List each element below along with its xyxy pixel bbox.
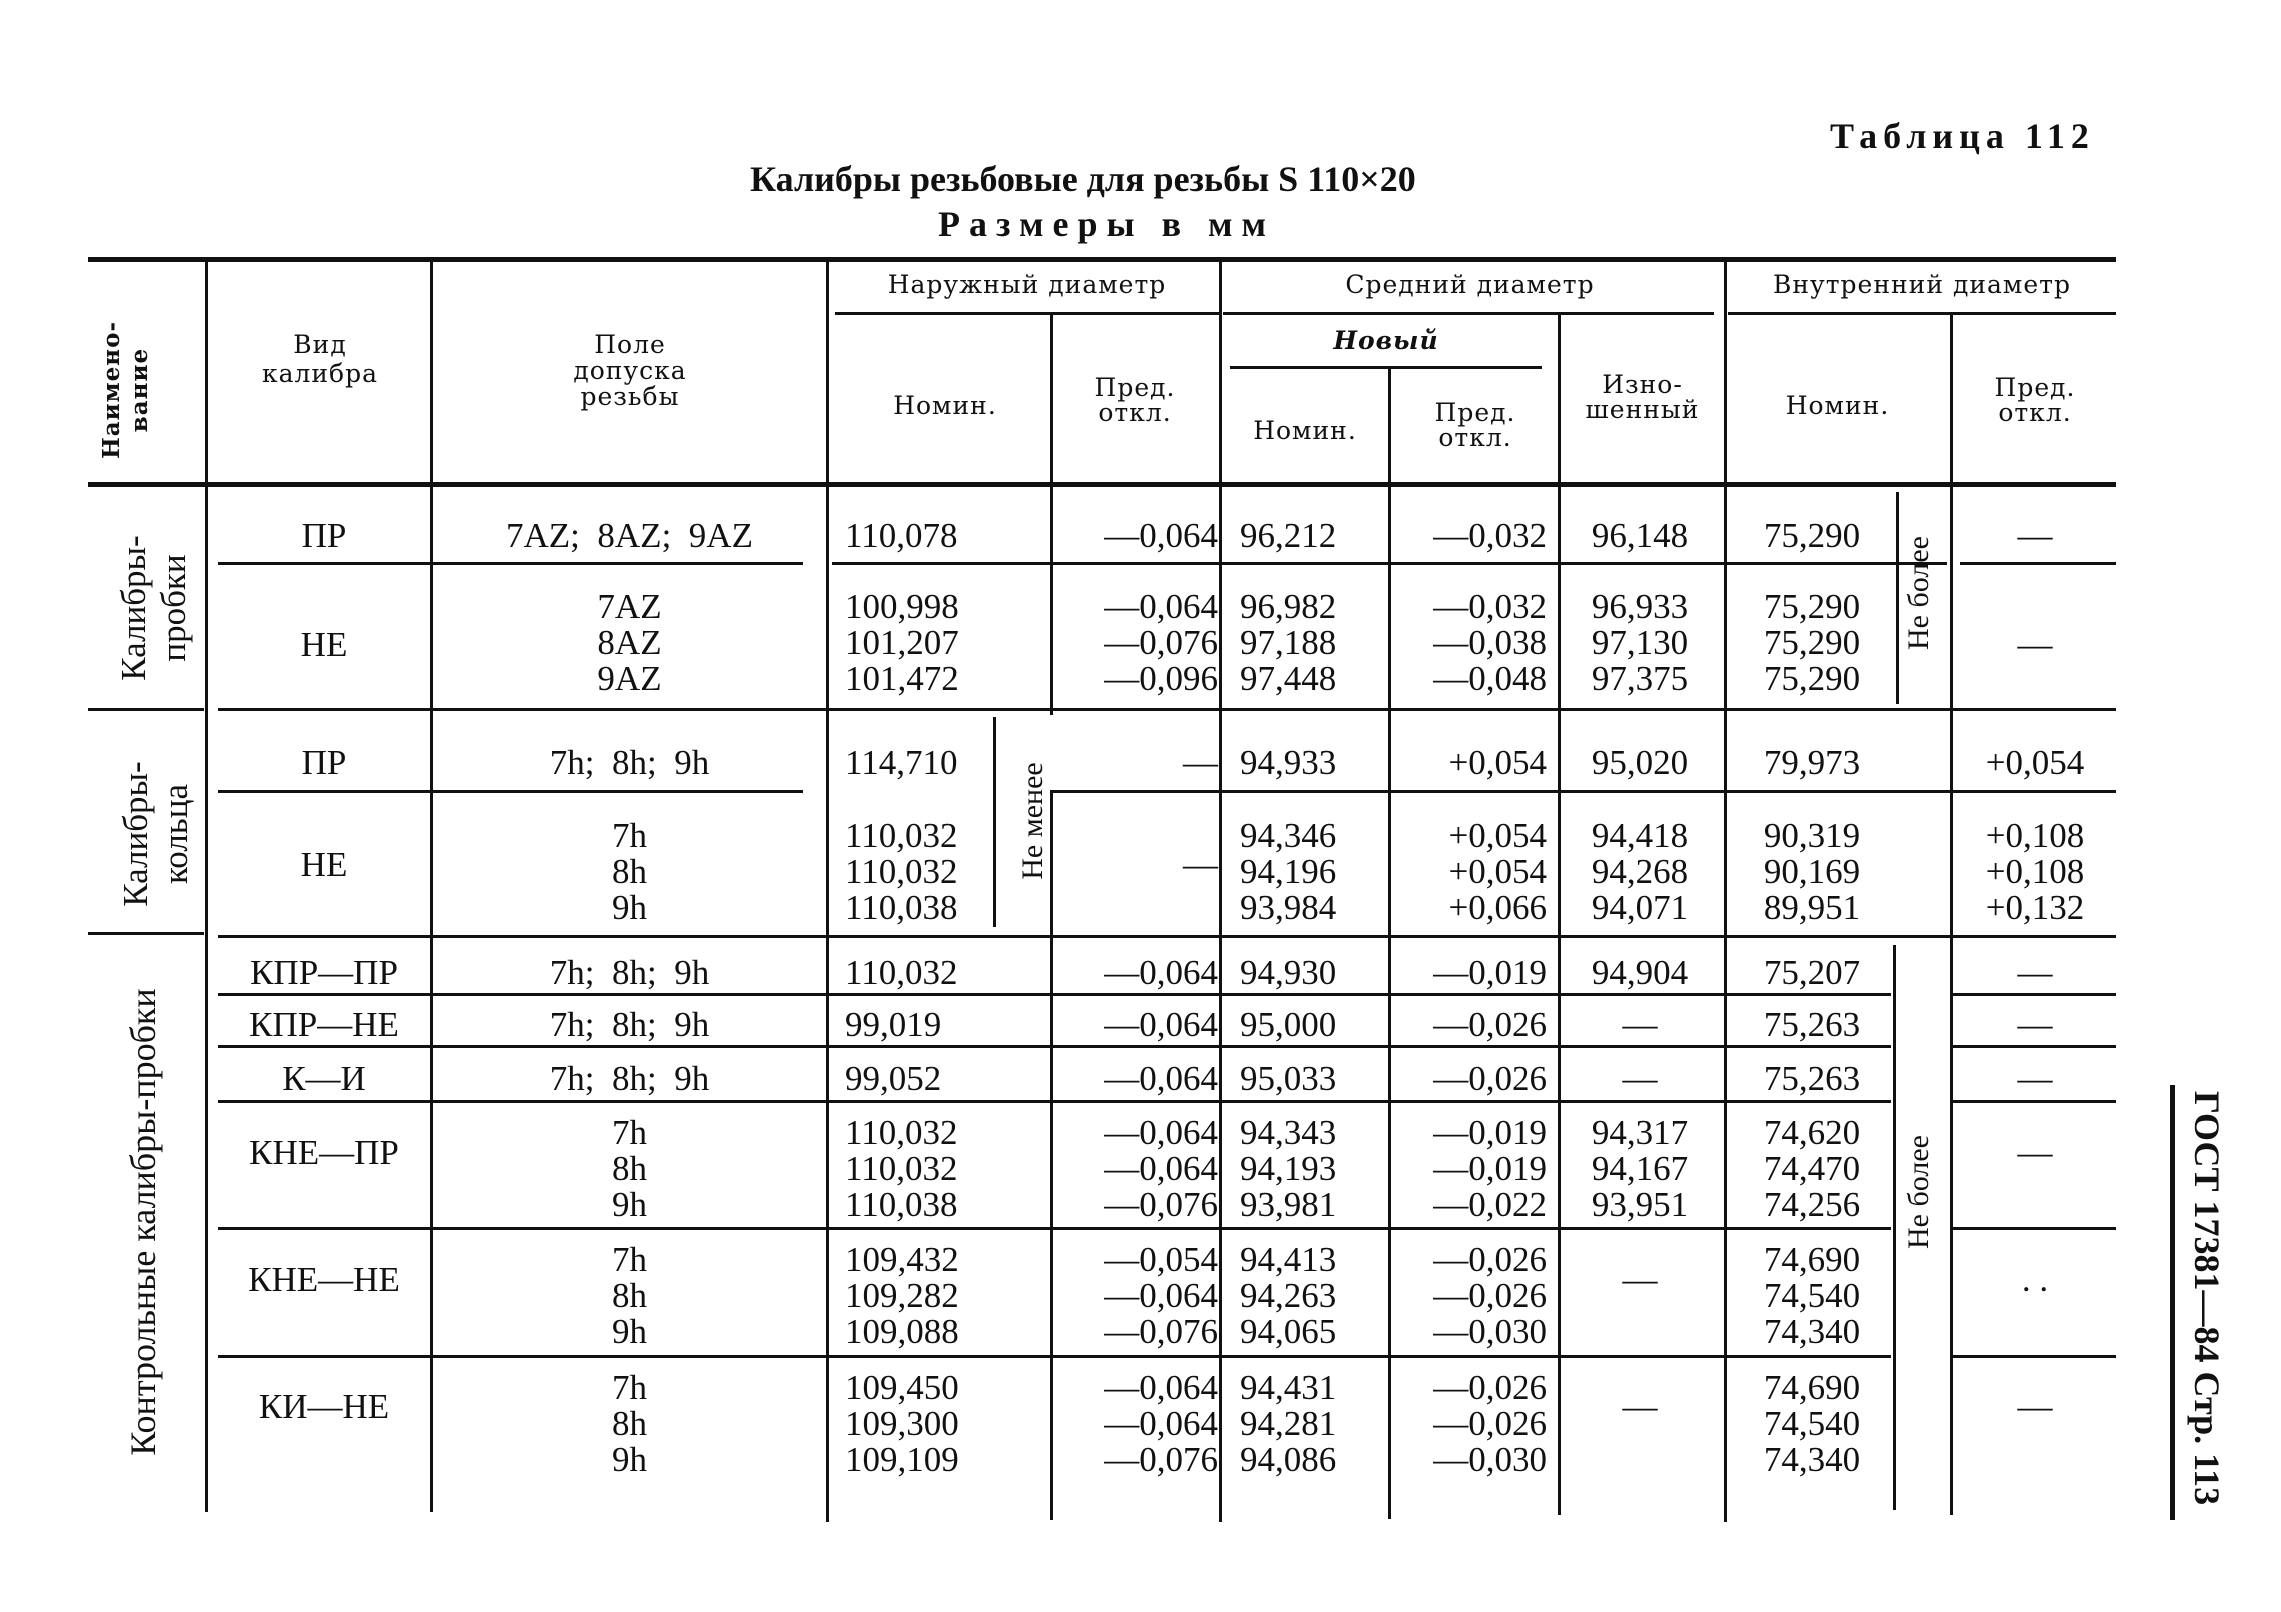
cell-outer-dev: —0,064 <box>1104 953 1218 992</box>
margin-rule <box>2170 1085 2175 1520</box>
cell-outer-dev: —0,064 <box>1104 516 1218 555</box>
rule <box>1950 1227 2116 1230</box>
cell-mid-dev: +0,054 +0,054 +0,066 <box>1448 816 1547 927</box>
note-ne-bolee-2: Не более <box>1902 1135 1935 1249</box>
cell-outer-nom: 100,998 101,207 101,472 <box>845 587 959 698</box>
cell-inner-nom: 74,690 74,540 74,340 <box>1763 1368 1861 1479</box>
cell-tol: 7h; 8h; 9h <box>549 1005 710 1044</box>
cell-type: КНЕ—ПР <box>249 1133 399 1172</box>
header-bottom-rule <box>88 482 2116 487</box>
table-title: Калибры резьбовые для резьбы S 110×20 <box>750 159 1416 199</box>
table-label: Таблица 112 <box>1830 116 2095 156</box>
cell-tol: 7h; 8h; 9h <box>549 743 710 782</box>
cell-outer-nom: 110,032 110,032 110,038 <box>845 816 958 927</box>
cell-mid-nom: 94,346 94,196 93,984 <box>1240 816 1337 927</box>
cell-outer-nom: 109,450 109,300 109,109 <box>845 1368 959 1479</box>
cell-inner-dev: . . <box>2021 1260 2049 1299</box>
cell-inner-dev: — <box>2017 1005 2053 1044</box>
header-inner-nom: Номин. <box>1785 391 1890 420</box>
cell-outer-nom: 109,432 109,282 109,088 <box>845 1240 959 1351</box>
cell-tol: 7AZ; 8AZ; 9AZ <box>506 516 753 555</box>
cell-type: НЕ <box>300 845 348 884</box>
cell-tol: 7h 8h 9h <box>612 1368 647 1479</box>
cell-type: КНЕ—НЕ <box>248 1260 400 1299</box>
cell-mid-dev: —0,026 <box>1433 1059 1547 1098</box>
cell-tol: 7AZ 8AZ 9AZ <box>597 587 662 698</box>
cell-mid-nom: 94,933 <box>1240 743 1337 782</box>
cell-worn: — <box>1622 1260 1658 1299</box>
rule <box>218 1355 1891 1358</box>
col-divider <box>1950 315 1953 1515</box>
rule <box>218 935 2116 938</box>
rule <box>1950 1100 2116 1103</box>
units-caption: Размеры в мм <box>938 204 1276 244</box>
rule <box>218 790 803 793</box>
rule <box>1950 1045 2116 1048</box>
header-outer: Наружный диаметр <box>887 270 1167 299</box>
rule <box>218 1227 1891 1230</box>
cell-inner-nom: 75,290 75,290 75,290 <box>1763 587 1861 698</box>
cell-type: К—И <box>282 1059 366 1098</box>
header-mid: Средний диаметр <box>1345 270 1595 299</box>
note-ne-menee: Не менее <box>1016 762 1049 880</box>
cell-mid-dev: +0,054 <box>1448 743 1547 782</box>
cell-worn: — <box>1622 1005 1658 1044</box>
cell-mid-dev: —0,019 —0,019 —0,022 <box>1433 1113 1547 1224</box>
rule <box>218 1045 1891 1048</box>
cell-inner-nom: 75,207 <box>1763 953 1861 992</box>
cell-mid-dev: —0,026 —0,026 —0,030 <box>1433 1240 1547 1351</box>
cell-inner-dev: — <box>2017 953 2053 992</box>
cell-type: КПР—ПР <box>250 953 398 992</box>
cell-outer-dev: — <box>1183 845 1218 884</box>
col-divider <box>826 262 829 1522</box>
cell-outer-dev: —0,064 <box>1104 1005 1218 1044</box>
rule <box>1223 312 1714 315</box>
cell-type: КИ—НЕ <box>258 1387 390 1426</box>
cell-outer-nom: 114,710 <box>845 743 958 782</box>
cell-mid-nom: 95,000 <box>1240 1005 1337 1044</box>
cell-inner-dev: +0,108 +0,108 +0,132 <box>1985 816 2085 927</box>
cell-type: ПР <box>301 743 347 782</box>
cell-outer-nom: 110,032 <box>845 953 958 992</box>
cell-worn: — <box>1622 1059 1658 1098</box>
cell-worn: 96,933 97,130 97,375 <box>1591 587 1689 698</box>
col-divider <box>1050 315 1053 715</box>
cell-worn: 94,317 94,167 93,951 <box>1591 1113 1689 1224</box>
cell-inner-nom: 79,973 <box>1763 743 1861 782</box>
cell-worn: 94,418 94,268 94,071 <box>1591 816 1689 927</box>
cell-mid-nom: 96,212 <box>1240 516 1337 555</box>
cell-mid-dev: —0,032 <box>1433 516 1547 555</box>
col-divider <box>1724 262 1727 1522</box>
rule <box>1950 1355 2116 1358</box>
cell-outer-dev: — <box>1183 743 1218 782</box>
cell-outer-dev: —0,064 <box>1104 1059 1218 1098</box>
header-inner-dev: Пред. откл. <box>1994 373 2076 427</box>
header-tolerance: Поле допуска резьбы <box>573 330 687 411</box>
header-inner: Внутренний диаметр <box>1772 270 2071 299</box>
cell-worn: 95,020 <box>1591 743 1689 782</box>
cell-inner-nom: 74,690 74,540 74,340 <box>1763 1240 1861 1351</box>
rule <box>835 312 1219 315</box>
cell-mid-nom: 94,930 <box>1240 953 1337 992</box>
cell-inner-dev: — <box>2017 1133 2053 1172</box>
cell-inner-dev: +0,054 <box>1985 743 2085 782</box>
cell-inner-nom: 90,319 90,169 89,951 <box>1763 816 1861 927</box>
cell-outer-nom: 110,078 <box>845 516 958 555</box>
cell-worn: 96,148 <box>1591 516 1689 555</box>
header-mid-new-nom: Номин. <box>1253 416 1357 445</box>
cell-outer-nom: 99,052 <box>845 1059 942 1098</box>
header-mid-new: Новый <box>1333 326 1439 355</box>
col-divider <box>1050 790 1053 1520</box>
col-divider <box>1219 262 1222 1522</box>
cell-inner-dev: — <box>2017 1387 2053 1426</box>
cell-outer-dev: —0,054 —0,064 —0,076 <box>1104 1240 1218 1351</box>
cell-worn: — <box>1622 1387 1658 1426</box>
cell-type: НЕ <box>300 625 348 664</box>
header-outer-nom: Номин. <box>893 391 997 420</box>
header-type: Вид калибра <box>261 330 379 388</box>
cell-outer-dev: —0,064 —0,076 —0,096 <box>1104 587 1218 698</box>
bracket-line <box>1893 945 1896 1510</box>
cell-inner-dev: — <box>2017 625 2053 664</box>
cell-outer-nom: 99,019 <box>845 1005 942 1044</box>
group-label-plugs: Калибры- пробки <box>114 535 193 681</box>
cell-mid-nom: 94,343 94,193 93,981 <box>1240 1113 1337 1224</box>
side-caption-text: ГОСТ 17381—84 Стр. 113 <box>2187 1091 2227 1506</box>
cell-type: ПР <box>301 516 347 555</box>
cell-type: КПР—НЕ <box>249 1005 399 1044</box>
bracket-line <box>993 717 996 927</box>
rule <box>1050 790 2116 793</box>
cell-inner-dev: — <box>2017 1059 2053 1098</box>
cell-inner-dev: — <box>2017 516 2053 555</box>
note-ne-bolee-1: Не более <box>1902 536 1935 650</box>
group-label-control: Контрольные калибры-пробки <box>123 988 163 1456</box>
cell-inner-nom: 75,290 <box>1763 516 1861 555</box>
cell-mid-dev: —0,026 —0,026 —0,030 <box>1433 1368 1547 1479</box>
cell-tol: 7h; 8h; 9h <box>549 1059 710 1098</box>
header-outer-dev: Пред. откл. <box>1094 373 1176 427</box>
bracket-line <box>1896 492 1899 704</box>
cell-outer-dev: —0,064 —0,064 —0,076 <box>1104 1368 1218 1479</box>
rule <box>218 993 1891 996</box>
cell-inner-nom: 74,620 74,470 74,256 <box>1763 1113 1861 1224</box>
rule <box>1960 562 2116 565</box>
cell-outer-dev: —0,064 —0,064 —0,076 <box>1104 1113 1218 1224</box>
cell-mid-nom: 96,982 97,188 97,448 <box>1240 587 1337 698</box>
cell-inner-nom: 75,263 <box>1763 1005 1861 1044</box>
cell-tol: 7h; 8h; 9h <box>549 953 710 992</box>
rule <box>1728 312 2116 315</box>
rule <box>218 1100 1891 1103</box>
cell-inner-nom: 75,263 <box>1763 1059 1861 1098</box>
cell-mid-nom: 94,431 94,281 94,086 <box>1240 1368 1337 1479</box>
cell-mid-nom: 94,413 94,263 94,065 <box>1240 1240 1337 1351</box>
header-mid-worn: Изно- шенный <box>1585 370 1700 424</box>
cell-mid-dev: —0,026 <box>1433 1005 1547 1044</box>
cell-tol: 7h 8h 9h <box>612 1113 647 1224</box>
cell-tol: 7h 8h 9h <box>612 1240 647 1351</box>
cell-mid-nom: 95,033 <box>1240 1059 1337 1098</box>
cell-mid-dev: —0,019 <box>1433 953 1547 992</box>
cell-tol: 7h 8h 9h <box>612 816 647 927</box>
rule <box>1950 993 2116 996</box>
rule <box>1230 366 1542 369</box>
table-top-rule <box>88 257 2116 262</box>
rule <box>218 562 803 565</box>
cell-mid-dev: —0,032 —0,038 —0,048 <box>1433 587 1547 698</box>
rule <box>218 708 2116 711</box>
header-name: Наимено- вание <box>98 320 153 460</box>
header-mid-new-dev: Пред. откл. <box>1434 398 1516 452</box>
cell-worn: 94,904 <box>1591 953 1689 992</box>
group-label-rings: Калибры- кольца <box>116 761 195 907</box>
cell-outer-nom: 110,032 110,032 110,038 <box>845 1113 958 1224</box>
col-divider <box>205 262 208 1512</box>
